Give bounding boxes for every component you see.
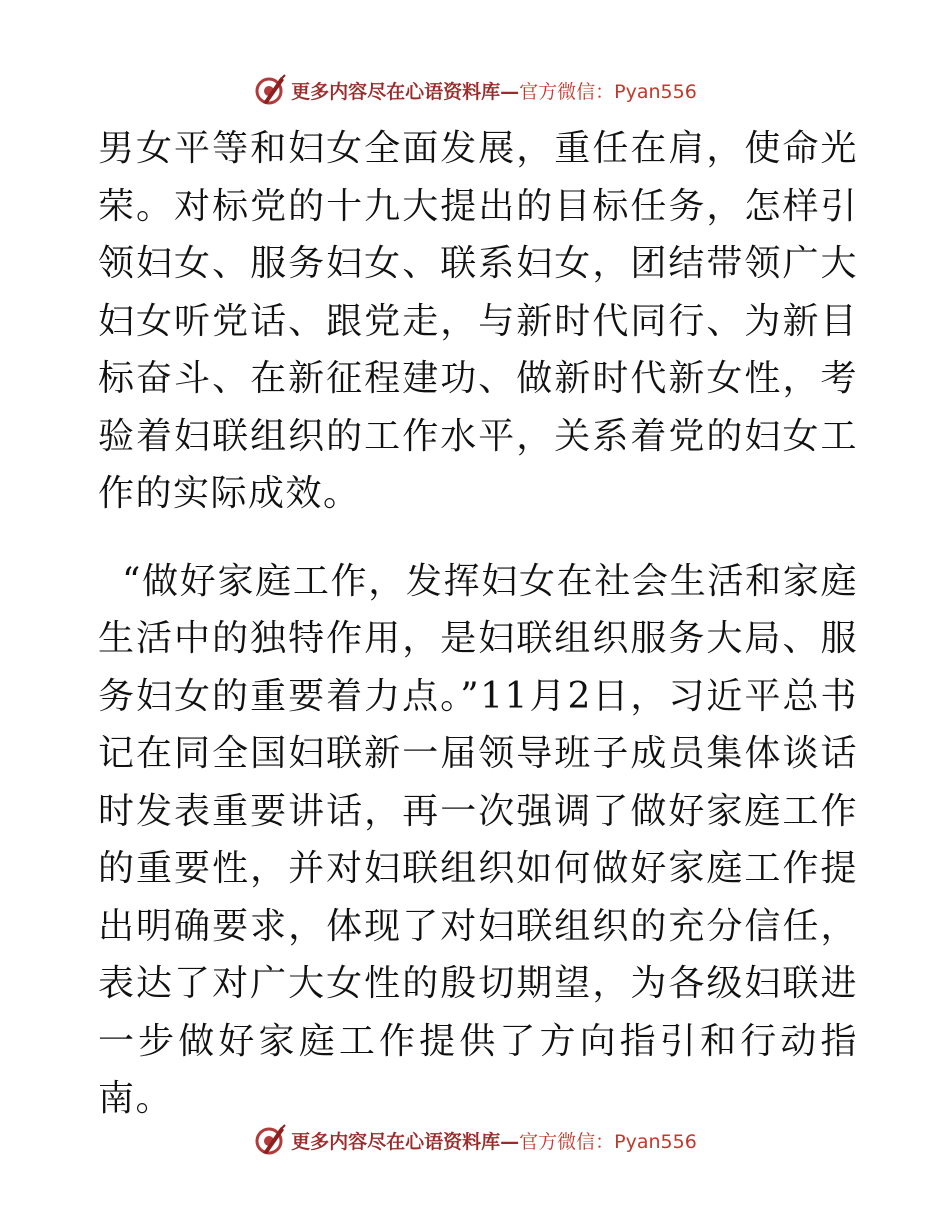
quill-logo-icon — [253, 1123, 287, 1157]
footer-wechat-text: 官方微信：Pyan556 — [519, 1130, 697, 1153]
footer-banner — [0, 1120, 950, 1160]
header-banner — [0, 70, 950, 110]
quill-logo-icon — [253, 73, 287, 107]
footer-site-text: 更多内容尽在心语资料库— — [291, 1130, 520, 1153]
header-wechat-text: 官方微信：Pyan556 — [519, 80, 697, 103]
paragraph-2: “做好家庭工作，发挥妇女在社会生活和家庭生活中的独特作用，是妇联组织服务大局、服务妇女的重要着力点。”11月2日，习近平总书记在同全国妇联新一届领导班子成员集体谈话时发表重要讲话，再一次强调了做好家庭工作的重要性，并对妇联组织如何做好家庭工作提出明确要求，体现了对妇联组织的充分信任，表达了对广大女性的殷切期望，为各级妇联进一步做好家庭工作提供了方向指引和行动指南。 — [98, 560, 858, 1119]
header-site-text: 更多内容尽在心语资料库— — [291, 80, 520, 103]
paragraph-1: 男女平等和妇女全面发展，重任在肩，使命光荣。对标党的十九大提出的目标任务，怎样引领妇女、服务妇女、联系妇女，团结带领广大妇女听党话、跟党走，与新时代同行、为新目标奋斗、在新征程建功、做新时代新女性，考验着妇联组织的工作水平，关系着党的妇女工作的实际成效。 — [98, 128, 858, 514]
document-body — [98, 120, 858, 1128]
